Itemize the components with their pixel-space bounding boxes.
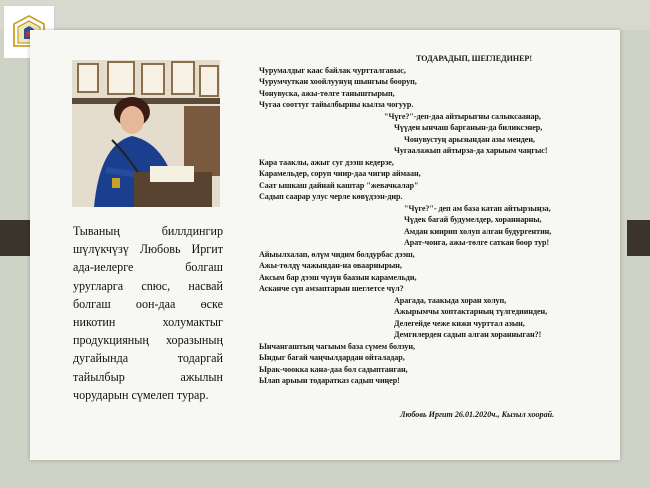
poem-line: "Чүге?"- деп ам база катап айтырзыңза, xyxy=(404,203,551,213)
poem-line: Ырак-чоокка кана-даа бол садыптанган, xyxy=(259,364,408,374)
poem-line: Демгилерден садып алган хоранныган?! xyxy=(394,330,542,339)
poem-line: Ындыг багай чаңчылдардан ойталадар, xyxy=(259,353,405,362)
poem-line: Аксым бар дээш чүзүн баазын карамельди, xyxy=(259,272,417,282)
poem-line: Чүүден ынчаш барганын-да биликсэнер, xyxy=(394,123,543,132)
poem-title: ТОДАРАДЫП, ШЕГЛЕДИНЕР! xyxy=(416,54,532,63)
poem-line: Ынчангаштың чагыым база сүмем болзун, xyxy=(259,341,415,351)
poem-signature: Любовь Иргит 26.01.2020ч., Кызыл хоорай. xyxy=(400,410,555,419)
poem-line: Ажырымчы хоптактарның түлгедиинден, xyxy=(394,307,548,316)
poem-line: Ылап арыын тодаратказ садып чиңер! xyxy=(259,376,400,385)
top-background-strip xyxy=(0,0,650,30)
poem-line: Саат ышкаш дайнай каштар "жевачкалар" xyxy=(259,180,419,190)
poem-line: Арат-чонга, ажы-төлге саткан боор тур! xyxy=(404,238,550,247)
poem-line: Айыылхалап, өлүм чидим болдурбас дээш, xyxy=(259,249,415,259)
poem-line: Карамельдер, соруп чиир-даа чигир аймаан, xyxy=(259,169,421,178)
poem-line: Чонувуска, ажы-төлге таныштырып, xyxy=(259,88,395,98)
poem-line: Арагада, таакыда хоран холуп, xyxy=(394,295,507,305)
author-photo xyxy=(72,60,220,207)
poem-line: Асканче сүп амзаптарын шеглетсе чүл? xyxy=(259,284,404,293)
poem-line: Чурумчуткан хоойлуунуң шынгыы бооруп, xyxy=(259,77,417,86)
decorative-band-left xyxy=(0,220,30,256)
poem-line: Чонувустуң арызындан азы менден, xyxy=(404,134,535,144)
poem-line: "Чүге?"-деп-даа айтырыгны салыксаанар, xyxy=(384,111,541,121)
poem-line: Чугаа сооттуг тайылбырны кылза чогуур. xyxy=(259,100,414,109)
poem-line: Амдан киирип холуп алган будургентин, xyxy=(404,226,552,236)
poem-lines xyxy=(259,65,614,387)
poem-line: Чурумалдыг каас байлак чуртталгавыс, xyxy=(259,65,406,75)
poem-line: Делегейде чеже кижи чурттал азын, xyxy=(394,318,525,328)
poem-line: Садып саарар улус черле көвүдээн-дир. xyxy=(259,192,403,201)
decorative-band-right xyxy=(627,220,650,256)
poem-line: Кара тааклы, ажыг суг дээш кедерзе, xyxy=(259,157,394,167)
poem xyxy=(259,53,614,387)
author-caption: Тываның биллдингир шүлүкчүзү Любовь Иргит ада-иелерге болгаш уругларга сnюс, насвай болгаш оон-даа өске никотин холумактыг продукцияның хоразының дугайында тодаргай тайылбыр ажылын чорударын сүмелеп турар. xyxy=(73,224,223,402)
poem-line: Чугаалажып айтырза-да харыым чаңгыс! xyxy=(394,146,548,155)
poem-line: Ажы-төлдү чажындан-на оваарнырын, xyxy=(259,261,402,270)
poem-line: Чүдек багай будумелдер, хораннарны, xyxy=(404,215,542,224)
